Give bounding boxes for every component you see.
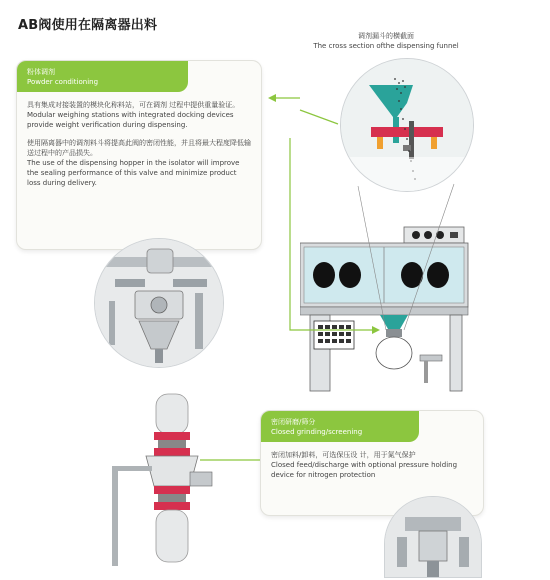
grinding-para1-en: Closed feed/discharge with optional pressure holding device for nitrogen protection [271,461,458,479]
grinding-para1-zh: 密闭加料/卸料，可选保压设 计，用于氮气保护 [271,451,416,459]
powder-head-en: Powder conditioning [27,78,99,86]
grinding-head-zh: 密闭研磨/筛分 [271,418,316,426]
powder-head-zh: 粉体调剂 [27,68,55,76]
grinding-head-en: Closed grinding/screening [271,428,363,436]
powder-para1-zh: 具有集成对接装置的模块化称料站，可在调剂 过程中提供重量验证。 [27,101,240,109]
funnel-caption-en: The cross section ofthe dispensing funnel [313,42,459,50]
powder-para2-zh: 使用隔离器中的调剂料斗将提高此阀的密闭性能，并且将最大程度降低输送过程中的产品损失。 [27,139,251,157]
funnel-caption-zh: 调剂漏斗的横截面 [358,32,414,40]
powder-para1-en: Modular weighing stations with integrated docking devices provide weight verification during dispensing. [27,111,234,129]
powder-para2-en: The use of the dispensing hopper in the isolator will improve the sealing performance of this valve and minimize product loss during delivery. [27,159,240,187]
page-title: AB阀使用在隔离器出料 [18,18,158,33]
